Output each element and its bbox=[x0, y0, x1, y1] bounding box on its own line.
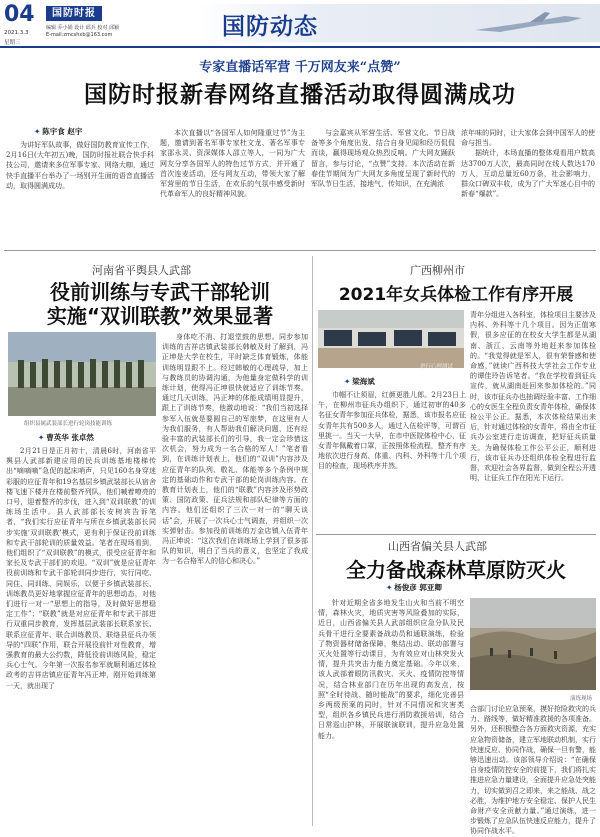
guangxi-headline: 2021年女兵体检工作有序开展 bbox=[338, 285, 574, 305]
lead-col-1 bbox=[6, 140, 154, 244]
lead-col-2-text: 本次直播以“各国军人如何隆重过节”为主题，邀请到著名军事专家杜文龙、著名军事专家邵永灵、资深媒体人邵立等人，一同为广大网友分享各国军人的特色过节方式，并开通了首次连麦活动，还与网友互动，带领大家了解军营里的节日生活，在欢乐的气氛中感受新时代革命军人的良好精神风貌。 bbox=[160, 129, 305, 199]
brand-logo bbox=[46, 6, 102, 21]
lead-col-4-p1: 浓年味的同时，让大家体会到中国军人的使命与担当。 bbox=[461, 129, 595, 148]
pingyu-photo-caption: 组织县属武装部长进行轮岗技能训练 bbox=[24, 421, 113, 427]
lead-divider bbox=[4, 250, 596, 251]
page-number: 04 bbox=[4, 2, 35, 27]
pingyu-col-2 bbox=[162, 332, 308, 826]
byline-star-icon: ✦ bbox=[38, 433, 45, 442]
pianguan-col-2 bbox=[470, 704, 596, 836]
pingyu-col-1 bbox=[6, 446, 156, 826]
pingyu-region: 河南省平舆县人武部 bbox=[92, 264, 191, 277]
guangxi-col-1-text: 巾帼不让须眉，红颜更胜儿郎。2月23日上午，在柳州市征兵办组织下，通过初审的40多名征女青年参加征兵体检，据悉，该市报名应征女青年共有500多人，通过入伍检评等，可谓百里挑一。当天一大早，在市中医院体检中心，征女青年佩戴着口罩，正按照体检流程，整齐有序地依次进行身高、体重、内科、外科等十几个项目的检查，现场秩序井然。 bbox=[318, 391, 466, 471]
pianguan-headline: 全力备战森林草原防灭火 bbox=[346, 558, 566, 582]
column-divider bbox=[312, 256, 313, 826]
lead-col-2 bbox=[160, 128, 305, 244]
issue-day: 星期三 bbox=[4, 40, 21, 46]
lead-col-3 bbox=[311, 128, 455, 244]
lead-headline: 国防时报新春网络直播活动取得圆满成功 bbox=[84, 82, 516, 108]
byline-star-icon: ✦ bbox=[344, 377, 351, 386]
byline-star-icon: ✦ bbox=[386, 583, 393, 592]
pianguan-byline: ✦ 杨俊彦 郭亚卿 bbox=[386, 583, 442, 592]
masthead-rule bbox=[0, 46, 600, 48]
pingyu-headline-1: 役前训练与专武干部轮训 bbox=[50, 280, 270, 304]
lead-col-4 bbox=[461, 128, 595, 244]
guangxi-photo-caption: 进行心理测试 bbox=[420, 364, 454, 370]
guangxi-col-2 bbox=[470, 310, 596, 532]
lead-col-4-p2: 据统计，本场直播的整体观看用户数高达3700万人次，最高同时在线人数达170万人，互动总量近60万条，社会影响力，群众口碑双丰收，成为了广大军迷心目中的新春“爆款”。 bbox=[461, 149, 595, 199]
pingyu-byline: ✦ 曹英华 张卓然 bbox=[38, 433, 94, 442]
pianguan-region: 山西省偏关县人武部 bbox=[388, 540, 487, 553]
guangxi-col-1 bbox=[318, 390, 466, 530]
guangxi-col-2-text: 青年分组进入各科室，体检项目主要涉及内科、外科等十几个项目。因为正值寒假，很多应征的在校女大学生都是从湖南、浙江、云南等外地赶来参加体检的。“我觉得就是军人，很有荣誉感和使命感，”就读广西科技大学社会工作专业的谭佳玲告诉笔者。“我在学校看到征兵宣传，就从湖南赶回来参加体检的。”同时，该市征兵办也抽调经验丰富、工作细心的女医生全程负责女青年体检，确保体检公平公正。据悉，本次体检结果出来后，针对通过体检的女青年，将由全市征兵办公室进行走访调查，把好征兵质量关。为确保体检工作公平公正，顺利进行，该市征兵办还组织体检全程进行监督，欢迎社会各界监督，做到全程公开透明，让征兵工作在阳光下运行。 bbox=[470, 311, 596, 483]
guangxi-byline: ✦ 梁海斌 bbox=[344, 377, 375, 386]
staff-line: 编辑 乔小娟 设计 邱兵 校对 邱颖 bbox=[46, 25, 119, 31]
pianguan-photo bbox=[470, 598, 596, 690]
brand-name: 国防时报 bbox=[52, 8, 96, 19]
banner-jet-icon bbox=[470, 10, 590, 38]
guangxi-divider bbox=[316, 534, 596, 535]
lead-col-1-text: 为讲好军队故事，做好国防教育宣传工作，2月16日(大年初五)晚，国防时报社联合快手科技公司，邀请来多位军事专家、网络大咖，通过快手直播平台举办了一场别开生面的语音直播活动，取得圆满成功。 bbox=[6, 141, 154, 190]
email-line: E-mail:zmcshxb@163.com bbox=[46, 32, 113, 38]
section-title: 国防动态 bbox=[222, 14, 318, 40]
lead-kicker: 专家直播话军营 千万网友来“点赞” bbox=[199, 60, 401, 75]
guangxi-region: 广西柳州市 bbox=[410, 264, 465, 277]
lead-col-3-text: 与会嘉宾从军营生活、军营文化、节日战备等多个角度出发，结合自身见闻和经历侃侃而谈，赢得现场观众热烈反响。广大网友踊跃留言，参与讨论，“点赞”支持。本次活动在新春佳节期间为广大网友多角度呈现了新时代的军队节日生活，接地气，传知识，在充满浓 bbox=[311, 129, 455, 189]
guangxi-photo bbox=[318, 310, 464, 368]
lead-byline: ✦ 陈宇食 赵宇 bbox=[34, 127, 83, 136]
pianguan-photo-caption: 演练现场 bbox=[570, 696, 593, 702]
pingyu-col-2-text: 身体吃不消、打退堂鼓的思想。同步参加训练的吉祥店镇武装部长韩敏及时了解到，冯正坤是大学在校生，平时缺乏体育锻炼，体能训练明显跟不上。经过韩敏的心理疏导，加上与教练员的协调沟通，为他量身定做科学的训练计划，使得冯正坤很快就适应了训练节奏。通过几天训练，冯正坤的体能成绩明显提升，跟上了训练节奏，他激动地说：“我们当初选择参军入伍就是要圆自己的军旅梦，在这里有人为我们服务，有人帮助我们解决问题，还有经验丰富的武装部长们的引导，我一定会珍惜这次机会，努力成为一名合格的军人！”笔者看到，在训练计划表上，他们的“双训”内容涉及应征青年的队列、敬礼、体能等多个条例中规定的基础动作和专武干部的轮岗训练内容。在教育计划表上，他们的“联教”内容涉及形势政策、国防政策、征兵法规和部队纪律等方面的内容。他们还组织了三次一对一的“聊天谈话”会，开展了一次兵心士气调查，并组织一次实弹射击。参加役前训练的万金店镇入伍青年冯正坤说：“这次我们在训练场上学到了很多部队的知识，明白了当兵的意义，也坚定了我成为一名合格军人的信心和决心。” bbox=[162, 333, 308, 566]
pianguan-col-1 bbox=[318, 598, 464, 826]
pingyu-photo bbox=[8, 332, 156, 416]
pingyu-headline-2: 实施“双训联教”效果显著 bbox=[46, 304, 274, 328]
pingyu-col-1-text: 2月21日是正月初十，清晨6时，河南省平舆县人武部新建应用的民兵训练基地楼梯传出“嘀嘀嘀”急促的起床哨声，只见160名身穿迷彩服的应征青年和19名基层乡镇武装部长从宿舍楼飞速下楼并在楼前整齐列队，他们喊着嘹亮的口号，迎着整齐的步伐，进入到“双训联教”的训练场生活中。县人武部部长安树宾告诉笔者，“我们实行应征青年与所在乡镇武装部长同步实施‘双训联教’模式，更有利于保证役前训练和专武干部轮训的质量效益。笔者在现场看到，他们组织了“双训联教”的模式，很受应征青年和家长及专武干部们的欢迎。“双训”就是应征青年役前训练和专武干部轮训同步进行，实行同吃、同住、同训练、同娱乐，以便于乡镇武装部长、训练教员更好地掌握应征青年的思想动态，对他们进行一对一“思想上的指导，及时做好思想稳定工作”；“联教”就是对应征青年和专武干部进行双重同步教育，发挥基层武装部长联系家长、联系应征青年、联合训练教员、联络县征兵办领导的“四联”作用，联合开展役前针对性教育，增强教育的最大公约数，降低役前训练风险，稳定兵心士气。今年第一次报名参军就顺利通过体检政考的吉祥店镇应征青年冯正坤，刚开始训练第一天，就出现了 bbox=[6, 447, 156, 690]
pianguan-col-1-text: 针对近期全省多地发生山火和当前不明空情，森林火灾，地质灾害等风险叠加的实际，近日，山西省偏关县人武部组织应急分队及民兵骨干进行全要素备战动员和通联演练，检验了物资器材储备保障，集结出动、联动部署与灭火处置等行动课目，为有效应对山林突发火情，提升共突击力能力奠定基础。今年以来，该人武部着眼防汛救灾、灭火、疫情防控等情况，结合林业部门在历年出现的高发点，按照“全时待战、随时能战”的要求，细化完善县乡两级预案的同时，针对不同情况和灾害类型，组织各乡镇民兵进行消防救援培训，结合日常巡山护林，开展联演联训，提升应急处置能力。 bbox=[318, 599, 464, 740]
pianguan-col-2-text: 合部门讨论应急预案，摸好抢险救灾的兵力、路线等，做好精准救援的各项准备。另外，还积极整合各方面救灾资源，充实应急物资储备，建立军地联动机制，实行快速反应、协同作战，确保一旦有警，能够迅速出动。该部领导介绍说：“在确保自身疫情防控安全的前提下，我们将扎实推进应急力量建设，全面提升应急处突能力，切实做到召之即来、来之能战、战之必胜，为维护地方安全稳定、保护人民生命财产安全贡献力量。”通过演练，进一步锻炼了应急队伍快速反应能力，提升了协同作战水平。 bbox=[470, 705, 596, 836]
issue-date: 2021.3.3 bbox=[4, 30, 29, 36]
masthead bbox=[0, 0, 600, 50]
byline-star-icon: ✦ bbox=[34, 127, 41, 136]
